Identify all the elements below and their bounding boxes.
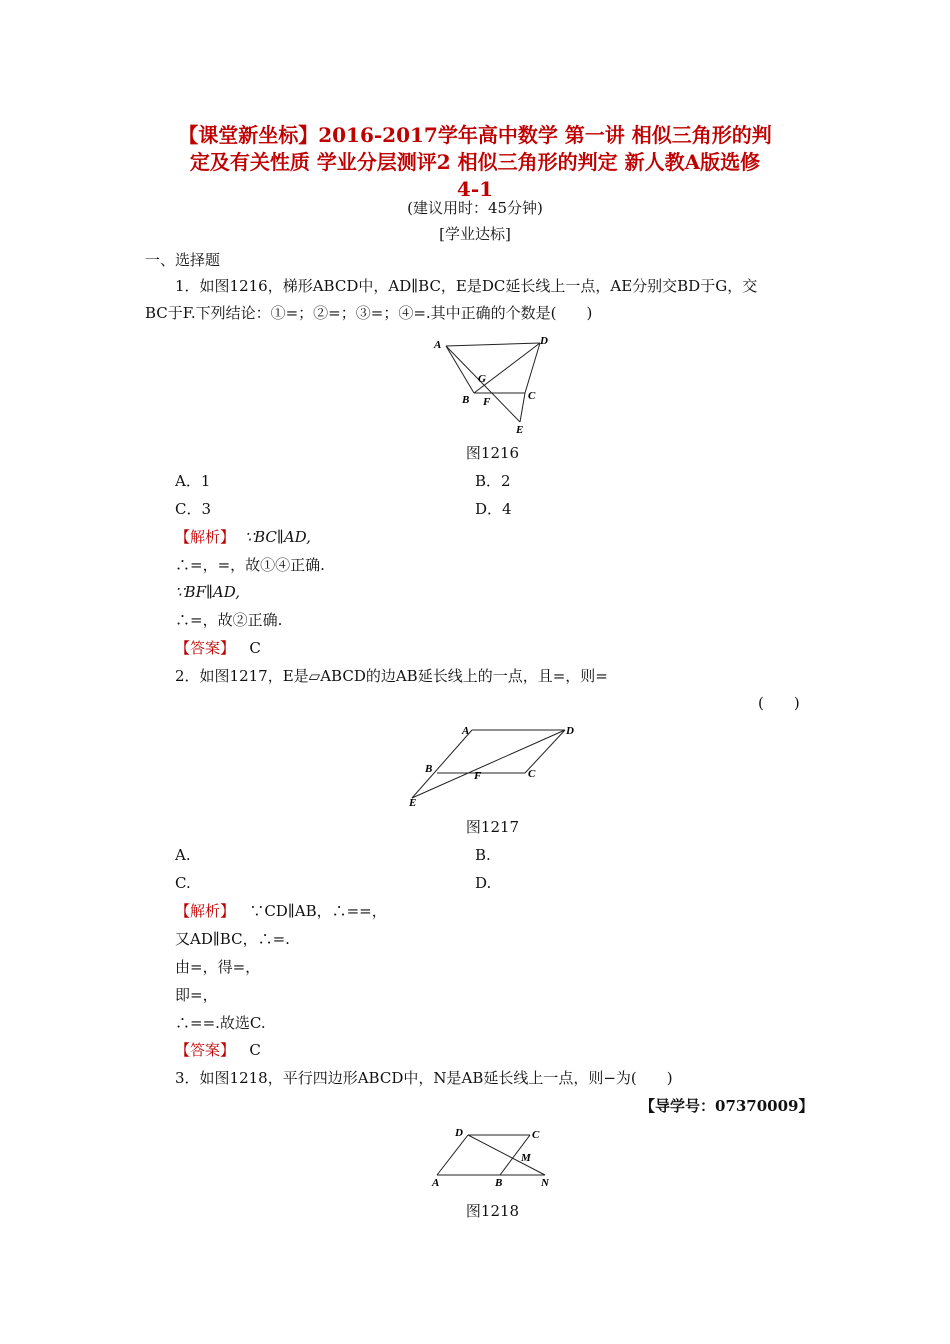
q1-analysis-line-4: ∴=，故②正确. <box>175 611 283 629</box>
q2-analysis-line-2: 又AD∥BC，∴=. <box>175 930 290 948</box>
fig1-label-e: E <box>516 424 524 436</box>
fig2-label-e: E <box>409 797 417 809</box>
title-line-1: 【课堂新坐标】2016-2017学年高中数学 第一讲 相似三角形的判 <box>178 123 772 147</box>
document-title <box>130 122 820 203</box>
fig3-label-d: D <box>455 1127 463 1139</box>
title-line-3: 4-1 <box>456 177 494 201</box>
q1-analysis-line-3: ∵BF∥AD, <box>175 583 240 601</box>
q2-option-b: B. <box>475 846 491 864</box>
fig3-label-n: N <box>541 1177 549 1189</box>
q1-option-d: D．4 <box>475 500 512 518</box>
q2-analysis-line-4: 即=， <box>175 986 218 1004</box>
fig3-label-c: C <box>532 1129 540 1141</box>
q2-option-c: C. <box>175 874 191 892</box>
answer-tag: 【答案】 <box>175 1041 236 1059</box>
q2-option-a: A. <box>175 846 191 864</box>
fig3-label-b: B <box>495 1177 503 1189</box>
fig2-label-c: C <box>528 768 536 780</box>
q2-analysis-line-3: 由=，得=， <box>175 958 261 976</box>
answer-tag: 【答案】 <box>175 639 236 657</box>
fig2-label-d: D <box>566 725 574 737</box>
q2-answer-line <box>175 1040 261 1060</box>
q1-analysis-line-1 <box>175 527 311 547</box>
fig2-label-b: B <box>425 763 433 775</box>
q2-stem-line-1: 2．如图1217，E是▱ABCD的边AB延长线上的一点，且=，则= <box>175 667 608 685</box>
fig3-label-m: M <box>521 1152 531 1164</box>
q2-analysis-line-5: ∴==.故选C. <box>175 1014 266 1032</box>
fig2-label-f: F <box>474 770 482 782</box>
figure-1216-caption: 图1216 <box>465 444 520 462</box>
q1-answer: C <box>249 639 261 657</box>
fig1-label-b: B <box>462 394 470 406</box>
guide-number: 【导学号：07370009】 <box>640 1097 814 1115</box>
fig3-label-a: A <box>432 1177 440 1189</box>
q1-stem-line-2: BC于F.下列结论：①=；②=；③=；④=.其中正确的个数是( ) <box>145 304 593 322</box>
q2-option-d: D. <box>475 874 492 892</box>
figure-1216 <box>420 330 560 440</box>
level-heading: [学业达标] <box>439 225 511 243</box>
q1-option-c: C．3 <box>175 500 212 518</box>
q2-answer-paren: ( ) <box>758 694 800 712</box>
q2-analysis-text-1: ∵CD∥AB，∴==， <box>249 902 387 920</box>
title-line-2: 定及有关性质 学业分层测评2 相似三角形的判定 新人教A版选修 <box>189 150 761 174</box>
fig1-label-c: C <box>528 390 536 402</box>
q1-stem-line-1: 1．如图1216，梯形ABCD中，AD∥BC，E是DC延长线上一点，AE分别交BD于G，交 <box>175 277 758 295</box>
q1-analysis-line-2: ∴=，=，故①④正确. <box>175 556 325 574</box>
figure-1217 <box>400 718 585 810</box>
fig1-label-f: F <box>483 396 491 408</box>
analysis-tag: 【解析】 <box>175 528 236 546</box>
time-note: (建议用时：45分钟) <box>407 199 543 217</box>
section-heading: 一、选择题 <box>145 251 221 269</box>
figure-1218-caption: 图1218 <box>465 1202 520 1220</box>
q1-analysis-text-1: ∵BC∥AD, <box>244 528 311 546</box>
fig1-label-a: A <box>434 339 442 351</box>
analysis-tag: 【解析】 <box>175 902 236 920</box>
q2-answer: C <box>249 1041 261 1059</box>
q1-option-a: A．1 <box>175 472 211 490</box>
figure-1218 <box>425 1122 560 1192</box>
q2-analysis-line-1 <box>175 901 387 921</box>
fig1-label-d: D <box>540 335 548 347</box>
q1-option-b: B．2 <box>475 472 511 490</box>
fig1-label-g: G <box>478 373 486 385</box>
figure-1217-caption: 图1217 <box>465 818 520 836</box>
q3-stem-line-1: 3．如图1218，平行四边形ABCD中，N是AB延长线上一点，则−为( ) <box>175 1069 673 1087</box>
q1-answer-line <box>175 638 261 658</box>
fig2-label-a: A <box>462 725 470 737</box>
